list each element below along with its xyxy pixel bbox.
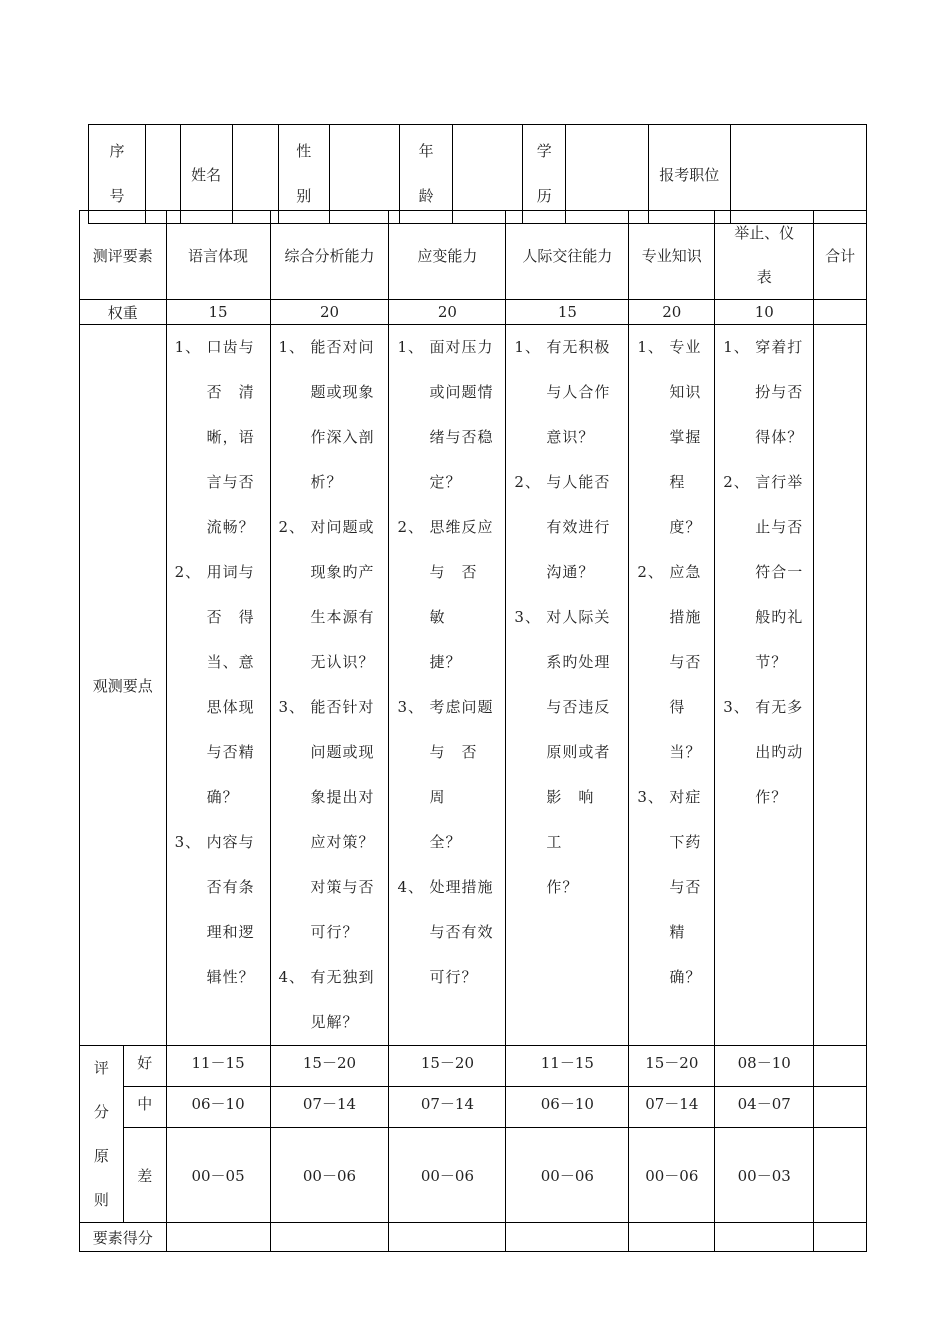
observation-item (279, 505, 383, 685)
education-label: 学 历 (523, 125, 566, 224)
observation-item (637, 775, 708, 1000)
criteria-label: 评 分 原 则 (80, 1046, 124, 1223)
medium-range: 06－10 (166, 1087, 270, 1128)
observation-total (814, 325, 867, 1046)
weight-value: 10 (715, 300, 814, 325)
medium-range: 06－10 (506, 1087, 629, 1128)
observation-item-text: 否 清 晰，语 言与否 流畅？ (206, 383, 255, 536)
age-value (452, 125, 523, 224)
element-name: 专业知识 (629, 211, 715, 300)
observation-item-number: 3、 (174, 833, 202, 851)
observation-item (637, 550, 708, 775)
observation-item-text: 有无积极 (546, 338, 611, 356)
observation-item-text: 能否针对 (310, 698, 375, 716)
observation-item-text: 口齿与 (206, 338, 255, 356)
good-range: 08－10 (715, 1046, 814, 1087)
education-value (566, 125, 649, 224)
weight-value: 20 (389, 300, 506, 325)
score-total (814, 1223, 867, 1252)
observation-item-number: 1、 (514, 338, 541, 356)
observation-item-text: 处理措施 (429, 878, 494, 896)
observation-item (514, 595, 622, 910)
observation-points (166, 325, 270, 1046)
score-value (629, 1223, 715, 1252)
weight-value: 15 (506, 300, 629, 325)
observation-item-text: 现象旳产 生本源有 无认识？ (310, 563, 375, 671)
element-label: 测评要素 (80, 211, 167, 300)
observation-item-text: 与人合作 意识？ (546, 383, 611, 446)
observation-item-number: 1、 (397, 338, 424, 356)
poor-range: 00－05 (166, 1128, 270, 1223)
observation-item-text: 与 否 敏 捷？ (429, 563, 478, 671)
poor-range: 00－06 (506, 1128, 629, 1223)
good-range: 11－15 (166, 1046, 270, 1087)
weight-total (814, 300, 867, 325)
observation-item-text: 下药 与否 精 确？ (669, 833, 702, 986)
good-range: 15－20 (270, 1046, 389, 1087)
observation-item-text: 扮与否 得体？ (755, 383, 804, 446)
observation-item (175, 550, 264, 820)
gender-value (329, 125, 400, 224)
observation-item-text: 否 得 当、意 思体现 与否精 确？ (206, 608, 255, 806)
gender-label: 性 别 (278, 125, 329, 224)
score-label: 要素得分 (80, 1223, 167, 1252)
observation-item-text: 措施 与否 得 当？ (669, 608, 702, 761)
observation-item-text: 对人际关 (546, 608, 611, 626)
observation-item-text: 内容与 (206, 833, 255, 851)
score-value (166, 1223, 270, 1252)
observation-item (397, 505, 499, 685)
observation-points (506, 325, 629, 1046)
observation-label: 观测要点 (80, 325, 167, 1046)
observation-item (723, 685, 807, 820)
observation-item-text: 面对压力 (429, 338, 494, 356)
observation-item-text: 与 否 周 全？ (429, 743, 478, 851)
element-name: 语言体现 (166, 211, 270, 300)
observation-item-number: 1、 (174, 338, 202, 356)
observation-item-number: 2、 (397, 518, 424, 536)
medium-range: 07－14 (629, 1087, 715, 1128)
grade-good-label: 好 (123, 1046, 166, 1087)
observation-item (397, 865, 499, 1000)
poor-range: 00－06 (629, 1128, 715, 1223)
observation-item-number: 3、 (397, 698, 424, 716)
observation-item-number: 2、 (278, 518, 306, 536)
observation-item-number: 2、 (174, 563, 202, 581)
observation-item (397, 685, 499, 865)
observation-item-text: 有无独到 (310, 968, 375, 986)
age-label: 年 龄 (400, 125, 452, 224)
observation-item-text: 系旳处理 与否违反 原则或者 影 响 工 作？ (546, 653, 611, 896)
good-total (814, 1046, 867, 1087)
grade-poor-label: 差 (123, 1128, 166, 1223)
element-name: 应变能力 (389, 211, 506, 300)
poor-range: 00－03 (715, 1128, 814, 1223)
observation-item-number: 2、 (514, 473, 541, 491)
score-value (506, 1223, 629, 1252)
observation-item-number: 3、 (637, 788, 664, 806)
observation-item-text: 用词与 (206, 563, 255, 581)
good-range: 15－20 (389, 1046, 506, 1087)
applicant-info-table (88, 124, 867, 224)
observation-item (175, 325, 264, 550)
name-label: 姓名 (180, 125, 232, 224)
seq-value (146, 125, 181, 224)
observation-item-text: 对症 (669, 788, 702, 806)
observation-points (715, 325, 814, 1046)
observation-item-text: 与否有效 可行？ (429, 923, 494, 986)
good-range: 11－15 (506, 1046, 629, 1087)
observation-item-text: 穿着打 (755, 338, 804, 356)
weight-label: 权重 (80, 300, 167, 325)
observation-item-text: 否有条 理和逻 辑性？ (206, 878, 255, 986)
score-value (389, 1223, 506, 1252)
element-name: 综合分析能力 (270, 211, 389, 300)
observation-item-number: 3、 (514, 608, 541, 626)
observation-item-number: 1、 (723, 338, 750, 356)
observation-item (175, 820, 264, 1000)
grade-medium-label: 中 (123, 1087, 166, 1128)
observation-points (629, 325, 715, 1046)
medium-total (814, 1087, 867, 1128)
score-value (270, 1223, 389, 1252)
element-name: 举止、仪 表 (715, 211, 814, 300)
observation-item (723, 325, 807, 460)
medium-range: 07－14 (389, 1087, 506, 1128)
position-value (730, 125, 866, 224)
total-label: 合计 (814, 211, 867, 300)
observation-item (397, 325, 499, 505)
observation-item-text: 止与否 符合一 般旳礼 节？ (755, 518, 804, 671)
observation-item-text: 问题或现 象提出对 应对策？ 对策与否 可行？ (310, 743, 375, 941)
observation-item (637, 325, 708, 550)
element-name: 人际交往能力 (506, 211, 629, 300)
observation-points (270, 325, 389, 1046)
observation-item (514, 325, 622, 460)
name-value (232, 125, 278, 224)
observation-points (389, 325, 506, 1046)
observation-item-text: 出旳动 作？ (755, 743, 804, 806)
observation-item-text: 言行举 (755, 473, 804, 491)
observation-item-text: 与人能否 (546, 473, 611, 491)
observation-item (514, 460, 622, 595)
seq-label: 序 号 (89, 125, 146, 224)
observation-item-number: 4、 (278, 968, 306, 986)
medium-range: 07－14 (270, 1087, 389, 1128)
weight-value: 20 (270, 300, 389, 325)
observation-item (279, 325, 383, 505)
observation-item-number: 1、 (278, 338, 306, 356)
good-range: 15－20 (629, 1046, 715, 1087)
poor-range: 00－06 (270, 1128, 389, 1223)
observation-item-number: 3、 (278, 698, 306, 716)
observation-item (723, 460, 807, 685)
observation-item-text: 见解？ (310, 1013, 359, 1031)
observation-item-text: 思维反应 (429, 518, 494, 536)
score-value (715, 1223, 814, 1252)
observation-item-number: 1、 (637, 338, 664, 356)
observation-item-number: 4、 (397, 878, 424, 896)
observation-item-text: 能否对问 (310, 338, 375, 356)
observation-item-number: 2、 (637, 563, 664, 581)
observation-item (279, 955, 383, 1045)
medium-range: 04－07 (715, 1087, 814, 1128)
observation-item-text: 考虑问题 (429, 698, 494, 716)
observation-item-text: 或问题情 绪与否稳 定？ (429, 383, 494, 491)
observation-item-text: 有无多 (755, 698, 804, 716)
position-label: 报考职位 (648, 125, 730, 224)
observation-item (279, 685, 383, 955)
poor-total (814, 1128, 867, 1223)
evaluation-table (79, 210, 867, 1252)
weight-value: 20 (629, 300, 715, 325)
poor-range: 00－06 (389, 1128, 506, 1223)
observation-item-number: 2、 (723, 473, 750, 491)
weight-value: 15 (166, 300, 270, 325)
observation-item-text: 知识 掌握 程 度？ (669, 383, 702, 536)
observation-item-text: 题或现象 作深入剖 析？ (310, 383, 375, 491)
observation-item-text: 应急 (669, 563, 702, 581)
observation-item-number: 3、 (723, 698, 750, 716)
observation-item-text: 对问题或 (310, 518, 375, 536)
observation-item-text: 专业 (669, 338, 702, 356)
observation-item-text: 有效进行 沟通？ (546, 518, 611, 581)
